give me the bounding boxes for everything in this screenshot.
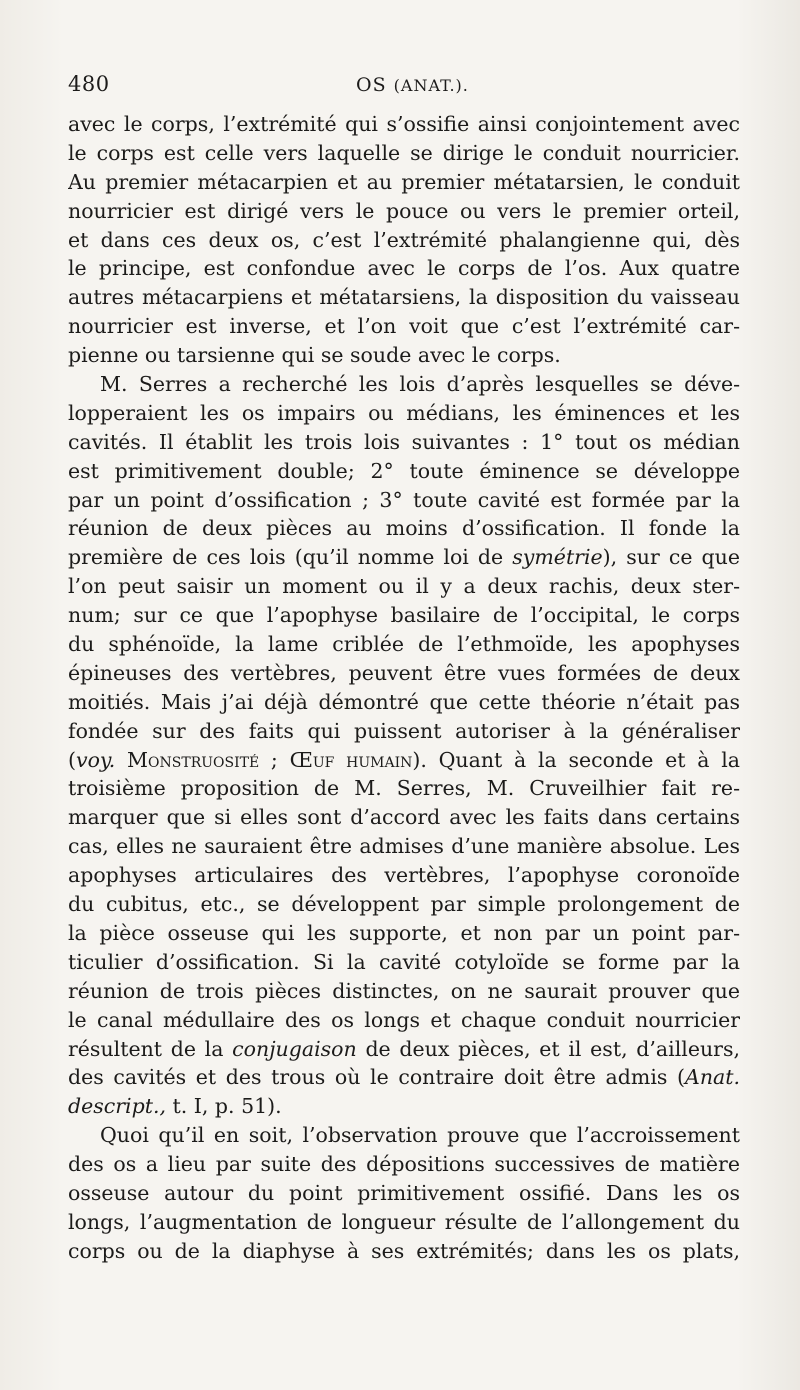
text-line	[68, 746, 740, 775]
text-line	[68, 977, 740, 1006]
line-text: et dans ces deux os, c’est l’extrémité phalangienne qui, dès	[68, 227, 740, 252]
running-head-title: OS	[356, 74, 387, 96]
line-text: moitiés. Mais j’ai déjà démontré que cette théorie n’était pas	[68, 689, 740, 714]
body-text	[68, 110, 740, 1266]
line-text: réunion de trois pièces distinctes, on ne saurait prouver que	[68, 978, 740, 1003]
line-text: nourricier est inverse, et l’on voit que c’est l’extrémité car-	[68, 314, 740, 339]
page-header	[68, 72, 738, 106]
small-caps-text: Monstruosité ; Œuf humain	[115, 747, 413, 772]
line-text: le corps est celle vers laquelle se dirige le conduit nourricier.	[68, 140, 740, 165]
line-text: fondée sur des faits qui puissent autoriser à la généraliser	[68, 718, 740, 743]
line-text: avec le corps, l’extrémité qui s’ossifie ainsi conjointement avec	[68, 112, 740, 136]
text-line	[68, 1237, 740, 1266]
line-text: épineuses des vertèbres, peuvent être vues formées de deux	[68, 660, 740, 685]
line-text: lopperaient les os impairs ou médians, les éminences et les	[68, 400, 740, 425]
line-text: Quoi qu’il en soit, l’observation prouve que l’accroissement	[100, 1123, 740, 1148]
line-text: autres métacarpiens et métatarsiens, la disposition du vaisseau	[68, 285, 740, 310]
text-line	[68, 919, 740, 948]
text-line	[68, 168, 740, 197]
line-text: (	[68, 747, 76, 772]
line-text: du cubitus, etc., se développent par simple prolongement de	[68, 892, 740, 917]
line-text: ticulier d’ossification. Si la cavité cotyloïde se forme par la	[68, 949, 740, 974]
text-line	[68, 283, 740, 312]
line-text: de deux pièces, et il est, d’ailleurs,	[356, 1036, 740, 1061]
text-line	[68, 139, 740, 168]
italic-text: descript.,	[68, 1094, 167, 1119]
line-text: troisième proposition de M. Serres, M. Cruveilhier fait re-	[68, 776, 740, 801]
text-line	[68, 1092, 740, 1121]
italic-text: voy.	[76, 747, 116, 772]
line-text: pienne ou tarsienne qui se soude avec le corps.	[68, 343, 561, 368]
text-line	[68, 1208, 740, 1237]
text-line	[68, 486, 740, 515]
text-line	[68, 226, 740, 255]
text-line	[68, 1121, 740, 1150]
text-line	[68, 370, 740, 399]
text-line	[68, 832, 740, 861]
line-text: des cavités et des trous où le contraire doit être admis (	[68, 1065, 686, 1090]
line-text: ). Quant à la seconde et à la	[412, 747, 740, 772]
text-line	[68, 688, 740, 717]
line-text: première de ces lois (qu’il nomme loi de	[68, 545, 513, 570]
text-line	[68, 428, 740, 457]
text-line	[68, 514, 740, 543]
line-text: nourricier est dirigé vers le pouce ou vers le premier orteil,	[68, 198, 740, 223]
line-text: longs, l’augmentation de longueur résulte de l’allongement du	[68, 1209, 740, 1234]
text-line	[68, 774, 740, 803]
line-text: osseuse autour du point primitivement ossifié. Dans les os	[68, 1180, 740, 1205]
line-text: Au premier métacarpien et au premier métatarsien, le conduit	[68, 169, 740, 194]
text-line	[68, 1150, 740, 1179]
text-line	[68, 572, 740, 601]
line-text: le canal médullaire des os longs et chaque conduit nourricier	[68, 1007, 740, 1032]
text-line	[68, 457, 740, 486]
italic-text: Anat.	[685, 1065, 740, 1090]
line-text: est primitivement double; 2° toute éminence se développe	[68, 458, 740, 483]
text-line	[68, 254, 740, 283]
line-text: t. I, p. 51).	[166, 1094, 282, 1119]
text-line	[68, 659, 740, 688]
text-line	[68, 1006, 740, 1035]
line-text: le principe, est confondue avec le corps de l’os. Aux quatre	[68, 256, 740, 281]
text-line	[68, 948, 740, 977]
line-text: la pièce osseuse qui les supporte, et non par un point par-	[68, 920, 740, 945]
line-text: par un point d’ossification ; 3° toute cavité est formée par la	[68, 487, 740, 512]
line-text: num; sur ce que l’apophyse basilaire de l’occipital, le corps	[68, 603, 740, 628]
page-number: 480	[68, 72, 110, 96]
running-head	[356, 74, 469, 96]
text-line	[68, 717, 740, 746]
line-text: cavités. Il établit les trois lois suivantes : 1° tout os médian	[68, 429, 740, 454]
text-line	[68, 312, 740, 341]
text-line	[68, 630, 740, 659]
text-line	[68, 861, 740, 890]
text-line	[68, 399, 740, 428]
text-line	[68, 890, 740, 919]
line-text: ), sur ce que	[602, 545, 740, 570]
text-line	[68, 601, 740, 630]
text-line	[68, 1179, 740, 1208]
italic-text: symétrie	[512, 545, 603, 570]
line-text: cas, elles ne sauraient être admises d’une manière absolue. Les	[68, 834, 740, 859]
text-line	[68, 1035, 740, 1064]
text-line	[68, 110, 740, 139]
running-head-section: (ANAT.).	[393, 76, 469, 95]
line-text: l’on peut saisir un moment ou il y a deux rachis, deux ster-	[68, 574, 740, 599]
line-text: corps ou de la diaphyse à ses extrémités; dans les os plats,	[68, 1238, 740, 1263]
text-line	[68, 341, 740, 370]
italic-text: conjugaison	[232, 1036, 357, 1061]
text-line	[68, 197, 740, 226]
text-line	[68, 803, 740, 832]
line-text: marquer que si elles sont d’accord avec les faits dans certains	[68, 805, 740, 830]
line-text: réunion de deux pièces au moins d’ossification. Il fonde la	[68, 516, 740, 541]
text-line	[68, 543, 740, 572]
line-text: du sphénoïde, la lame criblée de l’ethmoïde, les apophyses	[68, 632, 740, 657]
line-text: apophyses articulaires des vertèbres, l’apophyse coronoïde	[68, 863, 740, 888]
text-line	[68, 1063, 740, 1092]
line-text: des os a lieu par suite des dépositions successives de matière	[68, 1152, 740, 1177]
line-text: M. Serres a recherché les lois d’après lesquelles se déve-	[100, 372, 740, 397]
line-text: résultent de la	[68, 1036, 233, 1061]
